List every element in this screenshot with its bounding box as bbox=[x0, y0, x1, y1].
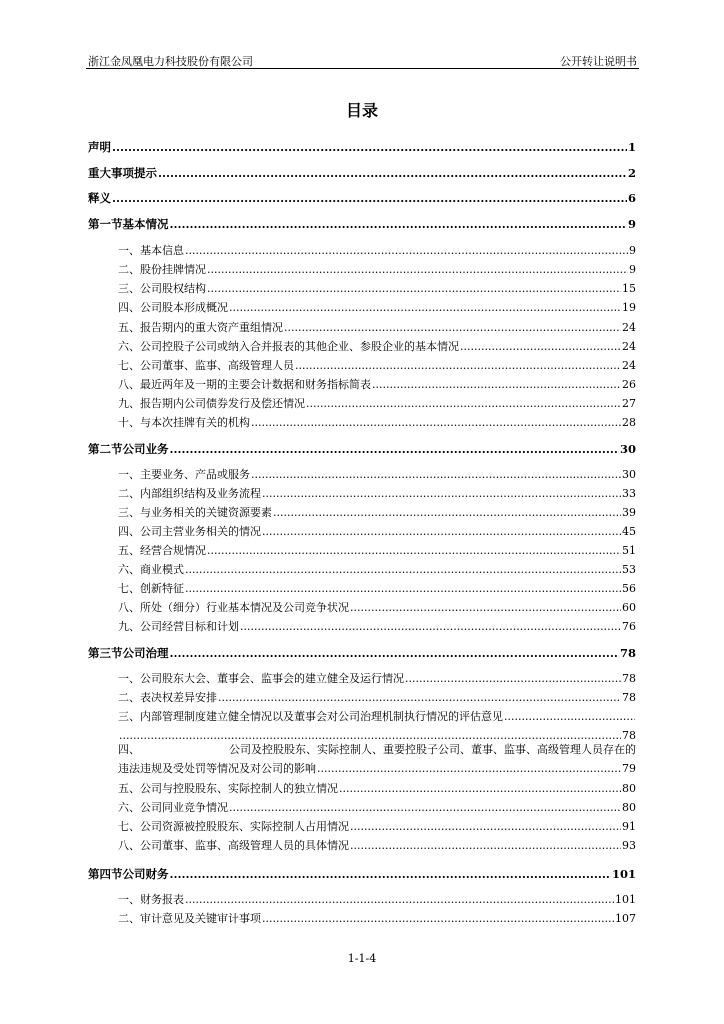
toc-entry-number: 九、 bbox=[118, 620, 140, 633]
toc-entry-page: 79 bbox=[622, 762, 636, 775]
toc-subsection-entry[interactable] bbox=[88, 261, 636, 279]
toc-subsection-entry[interactable] bbox=[88, 542, 636, 560]
toc-subsection-entry[interactable] bbox=[88, 599, 636, 617]
toc-entry-number: 七、 bbox=[118, 582, 140, 595]
toc-entry-number: 七、 bbox=[118, 359, 140, 372]
toc-entry-number: 八、 bbox=[118, 378, 140, 391]
toc-entry-number: 二、 bbox=[118, 691, 140, 704]
toc-leader-dots bbox=[229, 299, 621, 317]
toc-entry-number: 九、 bbox=[118, 397, 140, 410]
toc-leader-dots bbox=[405, 670, 621, 688]
toc-leader-dots bbox=[185, 580, 621, 598]
toc-entry-continuation[interactable] bbox=[118, 760, 636, 778]
toc-entry-page: 28 bbox=[622, 416, 636, 429]
toc-leader-dots bbox=[317, 760, 621, 778]
toc-entry-page: 80 bbox=[622, 782, 636, 795]
toc-leader-dots bbox=[306, 395, 621, 413]
toc-leader-dots bbox=[273, 504, 621, 522]
toc-entry-page: 1 bbox=[627, 140, 636, 154]
toc-entry-label: 内部组织结构及业务流程 bbox=[140, 487, 261, 500]
page-number: 1-1-4 bbox=[347, 952, 377, 965]
toc-leader-dots bbox=[262, 910, 614, 928]
toc-subsection-entry[interactable] bbox=[88, 485, 636, 503]
toc-entry-page: 91 bbox=[622, 820, 636, 833]
toc-leader-dots bbox=[284, 319, 621, 337]
toc-entry-number: 五、 bbox=[118, 782, 140, 795]
toc-entry-label: 释义 bbox=[88, 191, 111, 205]
toc-entry-label: 公司股权结构 bbox=[140, 282, 206, 295]
toc-section-entry[interactable] bbox=[88, 440, 636, 458]
toc-entry-label: 公司经营目标和计划 bbox=[140, 620, 239, 633]
toc-entry-page: 26 bbox=[622, 378, 636, 391]
toc-section-entry[interactable] bbox=[88, 138, 636, 156]
toc-leader-dots bbox=[262, 485, 621, 503]
toc-entry-label: 公司董事、监事、高级管理人员的具体情况 bbox=[140, 839, 349, 852]
toc-leader-dots bbox=[207, 280, 621, 298]
toc-entry-label: 公司财务 bbox=[122, 867, 169, 881]
toc-entry-number: 四、 bbox=[118, 301, 140, 314]
toc-subsection-entry[interactable] bbox=[88, 395, 636, 413]
toc-entry-number: 三、 bbox=[118, 282, 140, 295]
toc-subsection-entry[interactable] bbox=[88, 376, 636, 394]
toc-subsection-entry[interactable] bbox=[118, 741, 636, 759]
toc-entry-label: 重大事项提示 bbox=[88, 166, 157, 180]
toc-subsection-entry[interactable] bbox=[88, 670, 636, 688]
toc-entry-number: 六、 bbox=[118, 340, 140, 353]
toc-entry-number: 三、 bbox=[118, 506, 140, 519]
toc-leader-dots bbox=[251, 414, 621, 432]
toc-subsection-entry[interactable] bbox=[88, 299, 636, 317]
toc-section-entry[interactable] bbox=[88, 215, 636, 233]
toc-entry-page: 27 bbox=[622, 397, 636, 410]
toc-subsection-entry[interactable] bbox=[88, 319, 636, 337]
header-company: 浙江金凤凰电力科技股份有限公司 bbox=[88, 55, 253, 68]
toc-leader-dots bbox=[170, 215, 627, 233]
page-header bbox=[86, 52, 639, 69]
toc-entry-label: 主要业务、产品或服务 bbox=[140, 468, 250, 481]
toc-subsection-entry[interactable] bbox=[88, 466, 636, 484]
toc-leader-dots bbox=[262, 523, 621, 541]
toc-leader-dots bbox=[170, 440, 619, 458]
toc-leader-dots bbox=[170, 865, 611, 883]
toc-leader-dots bbox=[112, 189, 627, 207]
toc-entry-label: 公司股本形成概况 bbox=[140, 301, 228, 314]
toc-entry-number: 十、 bbox=[118, 416, 140, 429]
toc-entry-number: 五、 bbox=[118, 321, 140, 334]
toc-entry-page: 78 bbox=[622, 672, 636, 685]
toc-entry-page: 39 bbox=[622, 506, 636, 519]
toc-leader-dots bbox=[372, 376, 621, 394]
toc-entry-number: 四、 bbox=[118, 525, 140, 538]
toc-entry-number: 六、 bbox=[118, 563, 140, 576]
toc-entry-label: 公司董事、监事、高级管理人员 bbox=[140, 359, 294, 372]
toc-subsection-entry[interactable] bbox=[88, 618, 636, 636]
toc-entry-page: 30 bbox=[622, 468, 636, 481]
toc-entry-label: 违法违规及受处罚等情况及对公司的影响 bbox=[118, 762, 316, 775]
toc-entry-label: 内部管理制度建立健全情况以及董事会对公司治理机制执行情况的评估意见 bbox=[140, 710, 503, 723]
toc-leader-dots bbox=[185, 242, 628, 260]
toc-entry-label: 公司股东大会、董事会、监事会的建立健全及运行情况 bbox=[140, 672, 404, 685]
toc-entry-number: 一、 bbox=[118, 244, 140, 257]
toc-subsection-entry[interactable] bbox=[88, 891, 636, 909]
toc-entry-page: 78 bbox=[622, 691, 636, 704]
toc-subsection-entry[interactable] bbox=[88, 818, 636, 836]
toc-subsection-entry[interactable] bbox=[88, 357, 636, 375]
toc-entry-page: 76 bbox=[622, 620, 636, 633]
toc-entry-page: 24 bbox=[622, 340, 636, 353]
toc-leader-dots bbox=[350, 837, 621, 855]
toc-entry-label: 公司主营业务相关的情况 bbox=[140, 525, 261, 538]
toc-subsection-entry[interactable] bbox=[88, 280, 636, 298]
toc-entry-page: 24 bbox=[622, 321, 636, 334]
toc-entry-label: 所处（细分）行业基本情况及公司竞争状况 bbox=[140, 601, 349, 614]
toc-subsection-entry[interactable] bbox=[88, 780, 636, 798]
toc-leader-dots bbox=[112, 138, 627, 156]
toc-leader-dots bbox=[460, 338, 621, 356]
toc-entry-page: 33 bbox=[622, 487, 636, 500]
toc-entry-label: 创新特征 bbox=[140, 582, 184, 595]
toc-leader-dots bbox=[504, 708, 635, 726]
toc-leader-dots bbox=[207, 542, 621, 560]
toc-entry-page: 80 bbox=[622, 801, 636, 814]
toc-subsection-entry[interactable] bbox=[88, 561, 636, 579]
toc-entry-page: 78 bbox=[622, 729, 636, 742]
toc-leader-dots bbox=[218, 689, 621, 707]
toc-subsection-entry[interactable] bbox=[88, 504, 636, 522]
toc-leader-dots bbox=[185, 561, 621, 579]
toc-entry-page: 19 bbox=[622, 301, 636, 314]
toc-subsection-entry[interactable] bbox=[88, 689, 636, 707]
toc-entry-label: 报告期内的重大资产重组情况 bbox=[140, 321, 283, 334]
toc-section-entry[interactable] bbox=[88, 644, 636, 662]
toc-entry-number: 六、 bbox=[118, 801, 140, 814]
toc-entry-page: 93 bbox=[622, 839, 636, 852]
toc-subsection-entry[interactable] bbox=[88, 910, 636, 928]
toc-subsection-entry[interactable] bbox=[88, 523, 636, 541]
toc-entry-number: 一、 bbox=[118, 893, 140, 906]
toc-entry-label: 最近两年及一期的主要会计数据和财务指标简表 bbox=[140, 378, 371, 391]
toc-entry-number: 三、 bbox=[118, 710, 140, 723]
toc-entry-number: 四、 bbox=[118, 743, 140, 756]
toc-entry-number: 第一节 bbox=[88, 217, 123, 231]
toc-subsection-entry[interactable] bbox=[88, 580, 636, 598]
toc-entry-number: 第二节 bbox=[88, 442, 123, 456]
toc-entry-page: 51 bbox=[622, 544, 636, 557]
toc-section-entry[interactable] bbox=[88, 865, 636, 883]
toc-leader-dots bbox=[350, 599, 621, 617]
toc-entry-number: 五、 bbox=[118, 544, 140, 557]
toc-entry-page: 53 bbox=[622, 563, 636, 576]
toc-leader-dots bbox=[251, 466, 621, 484]
toc-section-entry[interactable] bbox=[88, 164, 636, 182]
toc-entry-label: 基本信息 bbox=[140, 244, 184, 257]
toc-entry-number: 一、 bbox=[118, 672, 140, 685]
toc-leader-dots bbox=[350, 818, 621, 836]
toc-entry-page: 9 bbox=[629, 244, 636, 257]
toc-entry-label: 经营合规情况 bbox=[140, 544, 206, 557]
toc-entry-number: 七、 bbox=[118, 820, 140, 833]
toc-entry-page: 45 bbox=[622, 525, 636, 538]
header-doc-name: 公开转让说明书 bbox=[560, 55, 637, 68]
toc-entry-label: 表决权差异安排 bbox=[140, 691, 217, 704]
toc-entry-label: 与业务相关的关键资源要素 bbox=[140, 506, 272, 519]
toc-entry-number: 第三节 bbox=[88, 646, 123, 660]
toc-entry-label: 公司业务 bbox=[122, 442, 169, 456]
toc-entry-label: 公司与控股股东、实际控制人的独立情况 bbox=[140, 782, 338, 795]
toc-entry-label: 商业模式 bbox=[140, 563, 184, 576]
toc-entry-label: 基本情况 bbox=[122, 217, 169, 231]
toc-section-entry[interactable] bbox=[88, 189, 636, 207]
toc-entry-label: 财务报表 bbox=[140, 893, 184, 906]
toc-leader-dots bbox=[158, 164, 627, 182]
toc-entry-page: 107 bbox=[615, 912, 636, 925]
toc-entry-page: 6 bbox=[627, 191, 636, 205]
toc-entry-label: 公司治理 bbox=[122, 646, 169, 660]
toc-entry-label: 公司同业竞争情况 bbox=[140, 801, 228, 814]
toc-leader-dots bbox=[229, 799, 621, 817]
toc-entry-page: 60 bbox=[622, 601, 636, 614]
toc-subsection-entry[interactable] bbox=[88, 242, 636, 260]
toc-subsection-entry[interactable] bbox=[88, 414, 636, 432]
toc-entry-page: 101 bbox=[615, 893, 636, 906]
toc-entry-number: 八、 bbox=[118, 601, 140, 614]
toc-entry-page: 9 bbox=[627, 217, 636, 231]
toc-entry-label: 与本次挂牌有关的机构 bbox=[140, 416, 250, 429]
toc-entry-label: 公司控股子公司或纳入合并报表的其他企业、参股企业的基本情况 bbox=[140, 340, 459, 353]
toc-subsection-entry[interactable] bbox=[88, 338, 636, 356]
toc-leader-dots bbox=[240, 618, 621, 636]
toc-entry-number: 第四节 bbox=[88, 867, 123, 881]
toc-entry-page: 15 bbox=[622, 282, 636, 295]
toc-entry-label: 报告期内公司债券发行及偿还情况 bbox=[140, 397, 305, 410]
toc-entry-page: 101 bbox=[611, 867, 636, 881]
toc-entry-page: 78 bbox=[619, 646, 636, 660]
toc-leader-dots bbox=[295, 357, 621, 375]
toc-entry-label: 声明 bbox=[88, 140, 111, 154]
toc-entry-label: 股份挂牌情况 bbox=[140, 263, 206, 276]
toc-entry-number: 二、 bbox=[118, 912, 140, 925]
toc-leader-dots bbox=[339, 780, 621, 798]
toc-entry-page: 2 bbox=[627, 166, 636, 180]
toc-entry-page: 56 bbox=[622, 582, 636, 595]
toc-entry-label: 审计意见及关键审计事项 bbox=[140, 912, 261, 925]
toc-entry-label: 公司资源被控股股东、实际控制人占用情况 bbox=[140, 820, 349, 833]
toc-leader-dots bbox=[170, 644, 619, 662]
toc-entry-page: 30 bbox=[619, 442, 636, 456]
toc-entry-number: 一、 bbox=[118, 468, 140, 481]
toc-entry-number: 二、 bbox=[118, 263, 140, 276]
toc-subsection-entry[interactable] bbox=[88, 799, 636, 817]
toc-leader-dots bbox=[185, 891, 614, 909]
toc-title: 目录 bbox=[345, 101, 378, 120]
toc-subsection-entry[interactable] bbox=[88, 837, 636, 855]
toc-entry-page: 24 bbox=[622, 359, 636, 372]
toc-entry-label: 公司及控股股东、实际控制人、重要控股子公司、董事、监事、高级管理人员存在的 bbox=[229, 743, 636, 756]
toc-leader-dots bbox=[207, 261, 628, 279]
toc-entry-page: 9 bbox=[629, 263, 636, 276]
toc-subsection-entry[interactable] bbox=[118, 708, 636, 726]
toc-entry-number: 二、 bbox=[118, 487, 140, 500]
toc-entry-number: 八、 bbox=[118, 839, 140, 852]
